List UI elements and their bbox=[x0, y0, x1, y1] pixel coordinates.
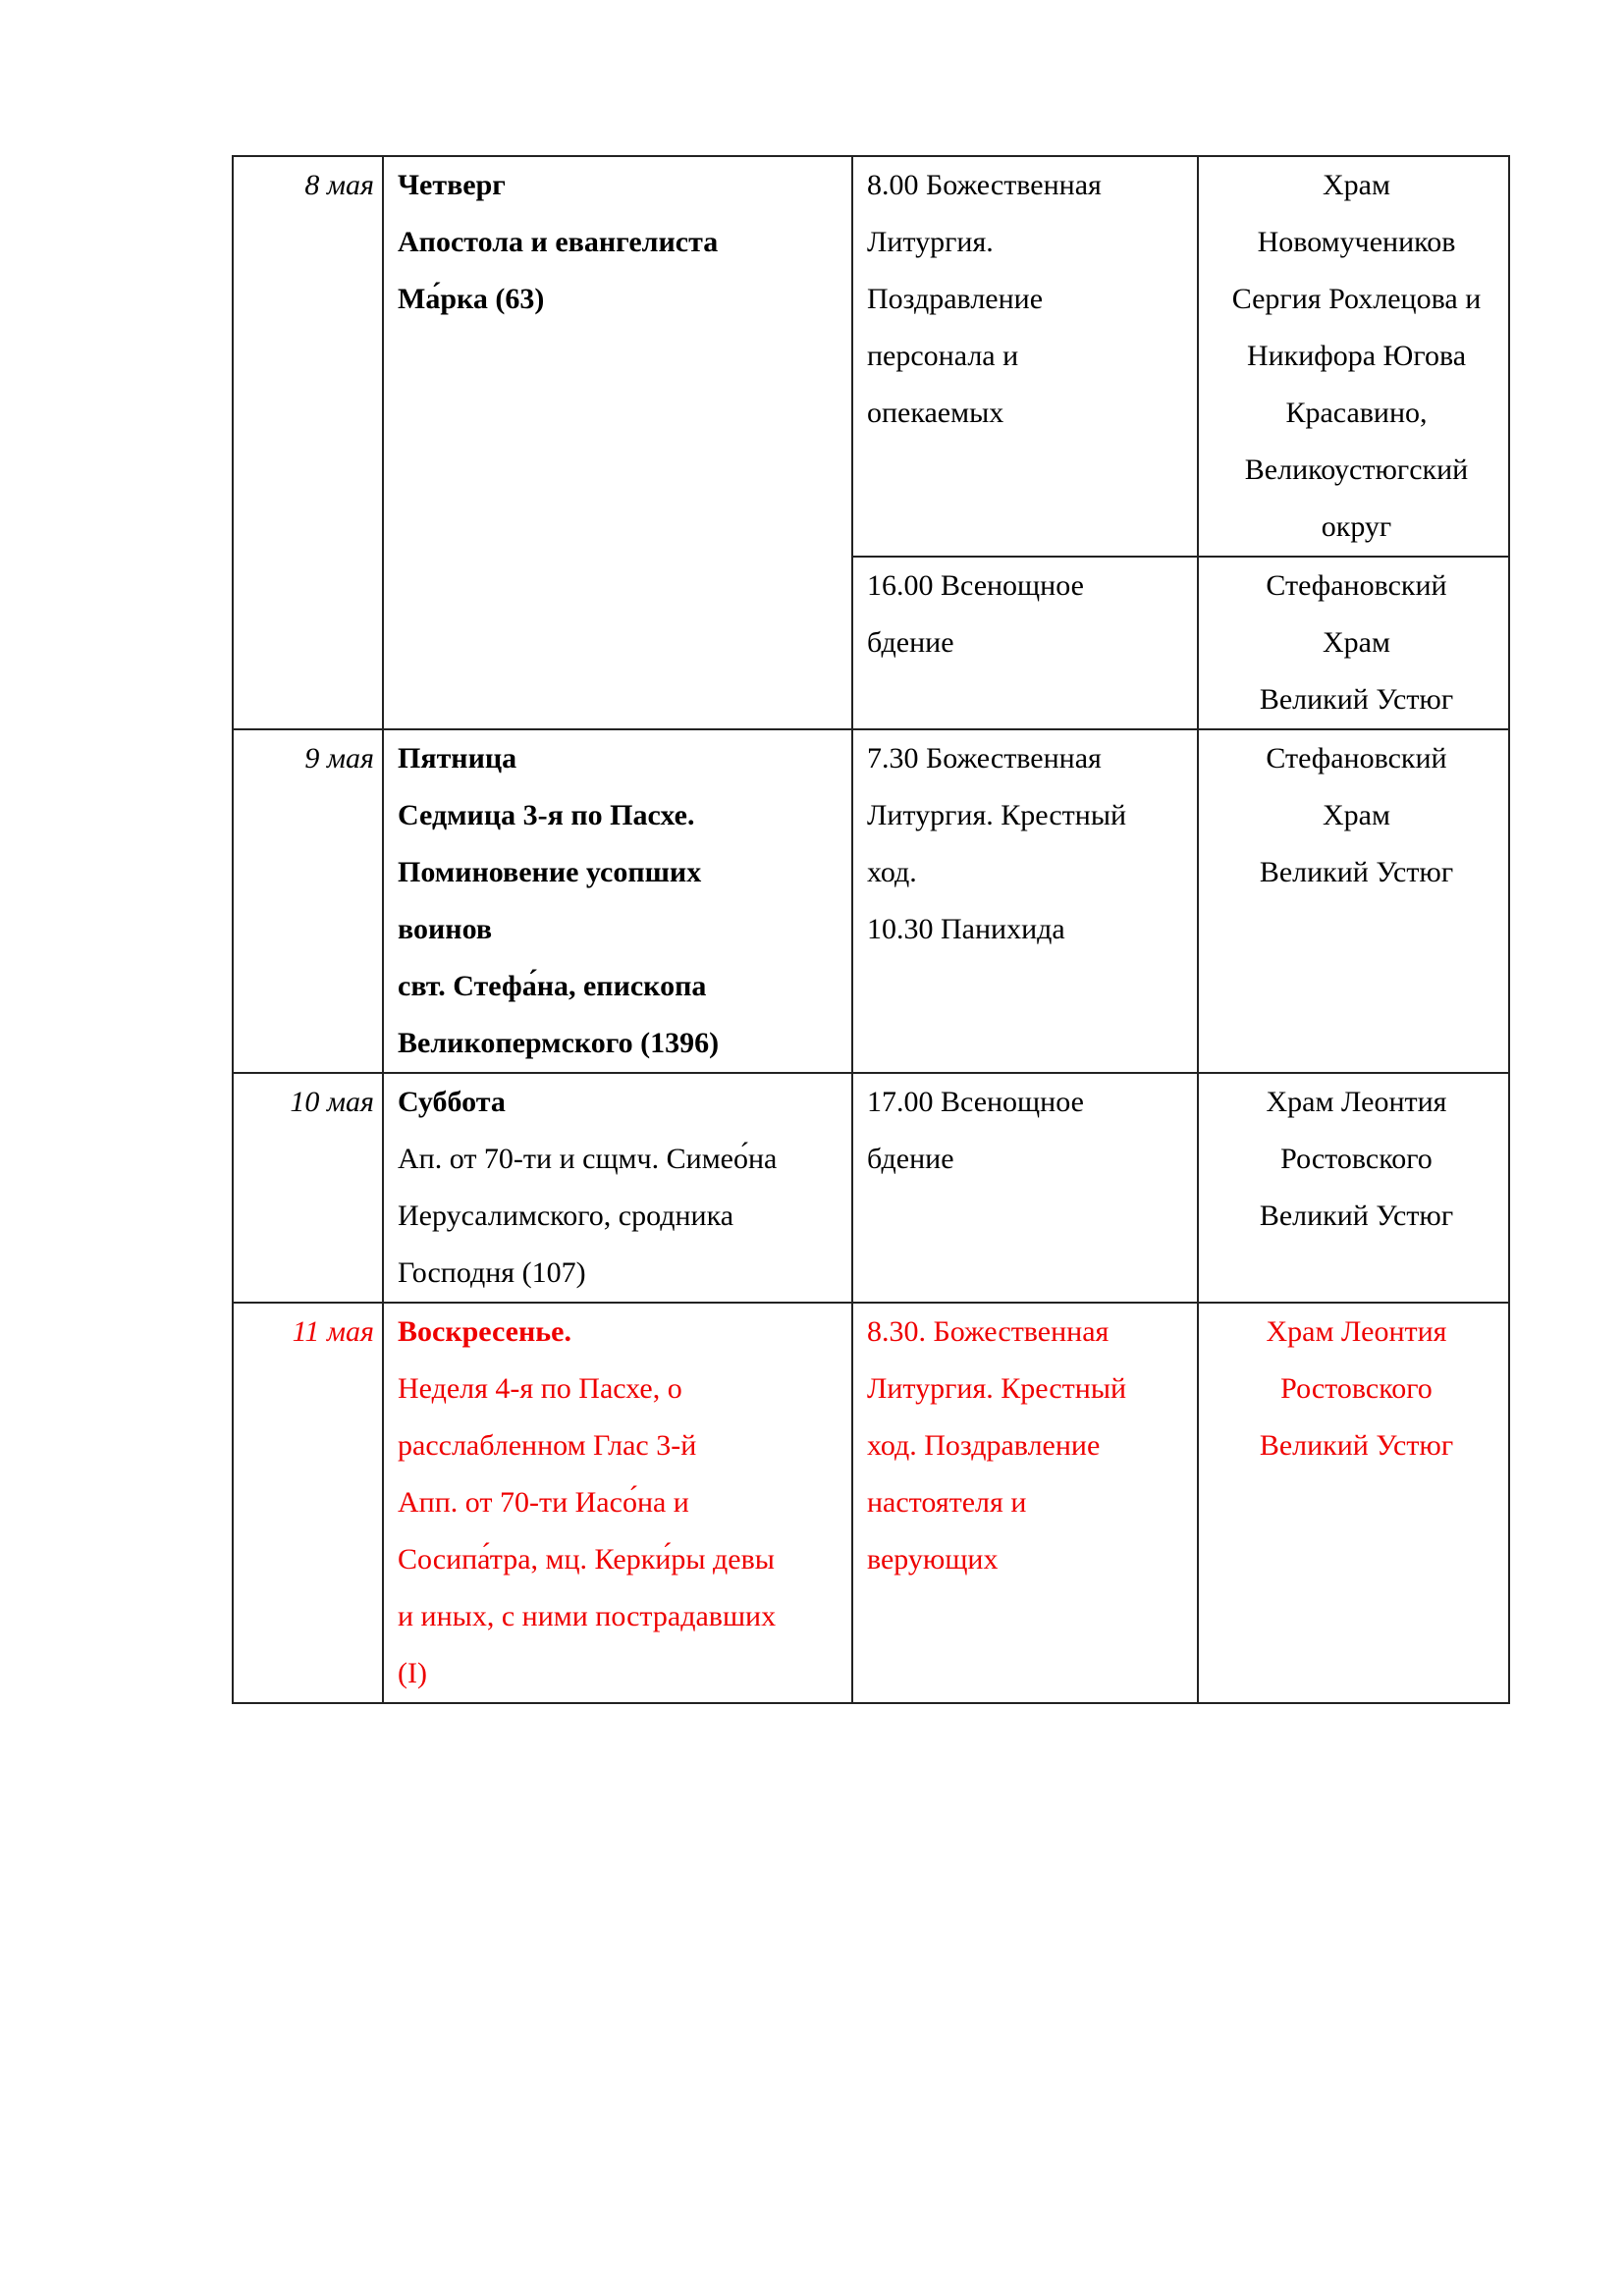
service-cell bbox=[852, 156, 1198, 557]
service-cell bbox=[852, 1073, 1198, 1303]
place-cell bbox=[1198, 557, 1509, 729]
weekday: Пятница bbox=[398, 742, 517, 774]
weekday: Суббота bbox=[398, 1086, 506, 1118]
service-line: Поздравление bbox=[867, 283, 1044, 315]
service-cell bbox=[852, 729, 1198, 1073]
service-cell bbox=[852, 557, 1198, 729]
date-cell bbox=[233, 156, 383, 729]
place-line: Храм bbox=[1323, 799, 1390, 831]
service-schedule-table bbox=[232, 155, 1510, 1704]
place-cell bbox=[1198, 156, 1509, 557]
feast-line: Апп. от 70-ти Иасо́на и bbox=[398, 1486, 689, 1519]
feast-line: Поминовение усопших bbox=[398, 856, 702, 888]
date-text: 9 мая bbox=[304, 742, 374, 774]
feast-line: и иных, с ними пострадавших bbox=[398, 1600, 777, 1632]
feast-line: Сосипа́тра, мц. Керки́ры девы bbox=[398, 1543, 775, 1575]
service-line: 10.30 Панихида bbox=[867, 913, 1065, 945]
service-line: бдение bbox=[867, 626, 954, 659]
place-line: округ bbox=[1321, 510, 1392, 543]
place-line: Красавино, bbox=[1285, 397, 1428, 429]
feast-cell bbox=[383, 156, 852, 729]
place-line: Храм bbox=[1323, 626, 1390, 659]
table-row bbox=[233, 1073, 1509, 1303]
date-cell bbox=[233, 729, 383, 1073]
place-line: Храм Леонтия bbox=[1266, 1315, 1447, 1348]
place-cell bbox=[1198, 1073, 1509, 1303]
place-line: Сергия Рохлецова и bbox=[1231, 283, 1482, 315]
service-cell bbox=[852, 1303, 1198, 1703]
table-row bbox=[233, 729, 1509, 1073]
feast-line: Седмица 3-я по Пасхе. bbox=[398, 799, 695, 831]
feast-line: воинов bbox=[398, 913, 493, 945]
service-line: 7.30 Божественная bbox=[867, 742, 1102, 774]
service-line: бдение bbox=[867, 1143, 954, 1175]
service-line: 16.00 Всенощное bbox=[867, 569, 1084, 602]
feast-cell bbox=[383, 1303, 852, 1703]
service-line: Литургия. bbox=[867, 226, 994, 258]
service-line: ход. bbox=[867, 856, 917, 888]
place-line: Великий Устюг bbox=[1259, 1200, 1454, 1232]
place-line: Ростовского bbox=[1280, 1372, 1433, 1405]
place-line: Великий Устюг bbox=[1259, 856, 1454, 888]
date-text: 11 мая bbox=[292, 1315, 374, 1348]
feast-line: (I) bbox=[398, 1657, 427, 1689]
feast-line: Ма́рка (63) bbox=[398, 283, 545, 315]
place-cell bbox=[1198, 729, 1509, 1073]
place-cell bbox=[1198, 1303, 1509, 1703]
place-line: Стефановский bbox=[1266, 569, 1447, 602]
feast-line: Неделя 4-я по Пасхе, о bbox=[398, 1372, 682, 1405]
service-line: 17.00 Всенощное bbox=[867, 1086, 1084, 1118]
date-cell bbox=[233, 1073, 383, 1303]
feast-line: Ап. от 70-ти и сщмч. Симео́на bbox=[398, 1143, 778, 1175]
place-line: Новомучеников bbox=[1257, 226, 1456, 258]
feast-line: свт. Стефа́на, епископа bbox=[398, 970, 707, 1002]
feast-cell bbox=[383, 1073, 852, 1303]
place-line: Стефановский bbox=[1266, 742, 1447, 774]
place-line: Храм Леонтия bbox=[1266, 1086, 1447, 1118]
service-line: опекаемых bbox=[867, 397, 1004, 429]
service-line: верующих bbox=[867, 1543, 999, 1575]
place-line: Никифора Югова bbox=[1246, 340, 1467, 372]
date-text: 10 мая bbox=[290, 1086, 374, 1118]
weekday: Воскресенье. bbox=[398, 1315, 571, 1348]
service-line: персонала и bbox=[867, 340, 1019, 372]
feast-line: Апостола и евангелиста bbox=[398, 226, 719, 258]
place-line: Ростовского bbox=[1280, 1143, 1433, 1175]
place-line: Великий Устюг bbox=[1259, 683, 1454, 716]
place-line: Великий Устюг bbox=[1259, 1429, 1454, 1462]
feast-line: расслабленном Глас 3-й bbox=[398, 1429, 697, 1462]
date-cell bbox=[233, 1303, 383, 1703]
table-row-sunday bbox=[233, 1303, 1509, 1703]
service-line: 8.30. Божественная bbox=[867, 1315, 1110, 1348]
place-line: Храм bbox=[1323, 169, 1390, 201]
service-line: Литургия. Крестный bbox=[867, 1372, 1127, 1405]
service-line: настоятеля и bbox=[867, 1486, 1027, 1519]
service-line: 8.00 Божественная bbox=[867, 169, 1102, 201]
feast-line: Господня (107) bbox=[398, 1256, 586, 1289]
service-line: ход. Поздравление bbox=[867, 1429, 1101, 1462]
place-line: Великоустюгский bbox=[1244, 454, 1469, 486]
date-text: 8 мая bbox=[304, 169, 374, 201]
service-line: Литургия. Крестный bbox=[867, 799, 1127, 831]
weekday: Четверг bbox=[398, 169, 506, 201]
feast-line: Великопермского (1396) bbox=[398, 1027, 720, 1059]
feast-line: Иерусалимского, сродника bbox=[398, 1200, 734, 1232]
feast-cell bbox=[383, 729, 852, 1073]
table-row bbox=[233, 156, 1509, 557]
